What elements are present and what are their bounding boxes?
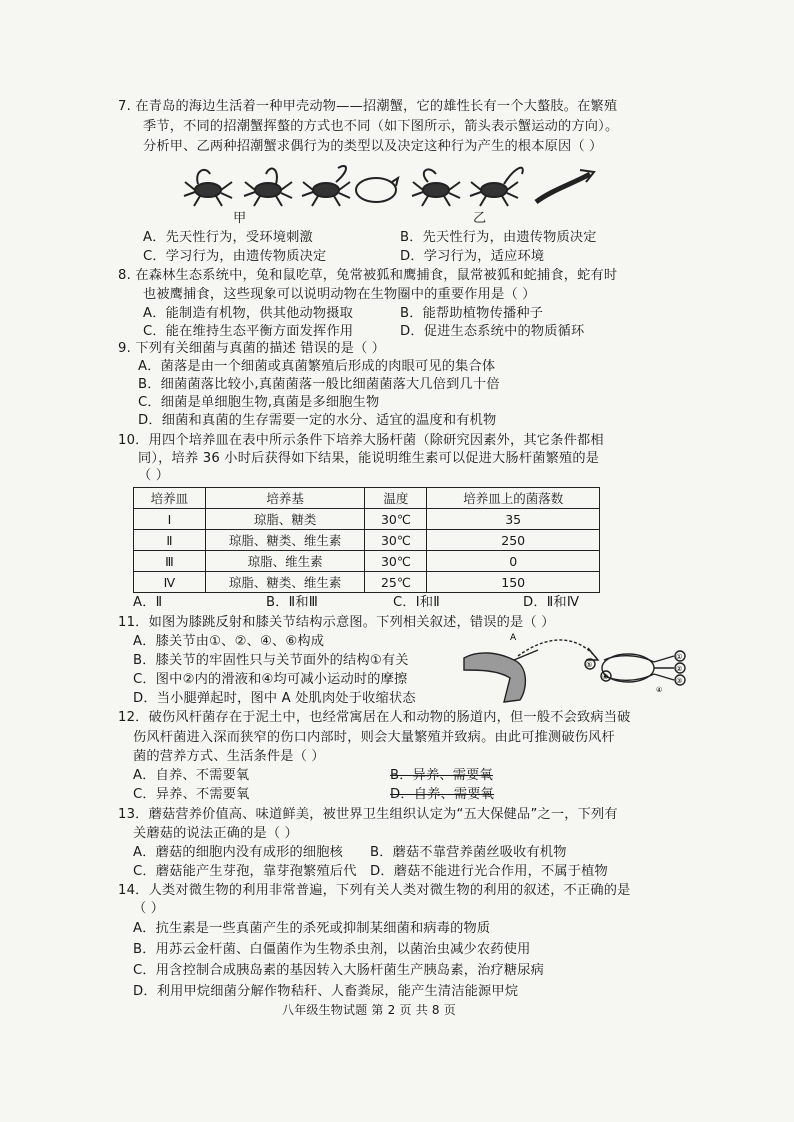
fig-mark: ⑥: [602, 673, 609, 681]
table-cell: Ⅲ: [134, 551, 206, 572]
q10-option-d: D．Ⅱ和Ⅳ: [523, 595, 580, 610]
table-row: [134, 572, 600, 593]
table-row: [134, 509, 600, 530]
q12-option-b: B．异养、需要氧: [390, 768, 493, 783]
q12-option-d: D．自养、需要氧: [390, 787, 495, 802]
table-header-row: [134, 488, 600, 509]
q7-stem-line-2: 季节，不同的招潮蟹挥螯的方式也不同（如下图所示，箭头表示蟹运动的方向）。: [143, 119, 619, 134]
q7-stem-line-1: 7. 在青岛的海边生活着一种甲壳动物——招潮蟹，它的雄性长有一个大螯肢。在繁殖: [118, 99, 618, 114]
q8-stem-line-1: 8. 在森林生态系统中，兔和鼠吃草，兔常被狐和鹰捕食，鼠常被狐和蛇捕食，蛇有时: [118, 268, 618, 283]
table-cell: Ⅳ: [134, 572, 206, 593]
q9-option-c: C．细菌是单细胞生物,真菌是多细胞生物: [138, 395, 380, 410]
q10-option-b: B．Ⅱ和Ⅲ: [266, 595, 319, 610]
q10-option-a: A．Ⅱ: [133, 595, 163, 610]
crab-icon: [302, 166, 350, 206]
q10-stem-line-1: 10．用四个培养皿在表中所示条件下培养大肠杆菌（除研究因素外，其它条件都相: [118, 433, 604, 448]
fig-mark: ①: [676, 653, 683, 661]
table-cell: Ⅱ: [134, 530, 206, 551]
q8-option-d: D．促进生态系统中的物质循环: [400, 324, 585, 339]
table-cell: I: [134, 509, 206, 530]
q13-option-a: A．蘑菇的细胞内没有成形的细胞核: [133, 845, 344, 860]
q9-option-a: A．菌落是由一个细菌或真菌繁殖后形成的肉眼可见的集合体: [138, 359, 496, 374]
q8-option-b: B．能帮助植物传播种子: [400, 306, 544, 321]
table-cell: 琼脂、糖类、维生素: [205, 530, 365, 551]
table-cell: 琼脂、糖类、维生素: [205, 572, 365, 593]
circular-arrow-icon: [356, 178, 398, 202]
crab-icon: [244, 169, 292, 206]
fig-mark: ②: [676, 665, 683, 673]
fig-label-a: A: [510, 633, 517, 643]
q12-stem-line-3: 菌的营养方式、生活条件是（ ）: [133, 749, 325, 764]
q13-stem-line-2: 关蘑菇的说法正确的是（ ）: [133, 826, 299, 841]
q12-stem-line-1: 12．破伤风杆菌存在于泥土中，也经常寓居在人和动物的肠道内，但一般不会致病当破: [118, 710, 631, 725]
table-cell: 35: [427, 509, 600, 530]
table-cell: 150: [427, 572, 600, 593]
q14-option-d: D．利用甲烷细菌分解作物秸秆、人畜粪尿，能产生清洁能源甲烷: [133, 984, 519, 999]
q11-option-c: C．图中②内的滑液和④均可减小运动时的摩擦: [133, 672, 408, 687]
q10-option-c: C．Ⅰ和Ⅱ: [393, 595, 440, 610]
table-row: [134, 551, 600, 572]
q10-stem-line-2: 同），培养 36 小时后获得如下结果，能说明维生素可以促进大肠杆菌繁殖的是: [138, 451, 600, 466]
fig-mark: ③: [676, 677, 683, 685]
q7-option-b: B．先天性行为，由遗传物质决定: [400, 230, 597, 245]
motion-arrow-icon: [536, 170, 594, 202]
q8-stem-line-2: 也被鹰捕食，这些现象可以说明动物在生物圈中的重要作用是（ ）: [143, 287, 536, 302]
table-cell: 250: [427, 530, 600, 551]
q8-option-a: A．能制造有机物，供其他动物摄取: [143, 306, 354, 321]
figure-label-jia: 甲: [233, 211, 247, 226]
table-header-cell: 培养基: [205, 488, 365, 509]
q13-option-c: C．蘑菇能产生芽孢，靠芽孢繁殖后代: [133, 864, 357, 879]
table-cell: 琼脂、糖类: [205, 509, 365, 530]
q7-option-c: C．学习行为，由遗传物质决定: [143, 249, 327, 264]
q11-stem: 11．如图为膝跳反射和膝关节结构示意图。下列相关叙述，错误的是（ ）: [118, 615, 555, 630]
q14-option-b: B．用苏云金杆菌、白僵菌作为生物杀虫剂，以菌治虫减少农药使用: [133, 942, 531, 957]
table-header-cell: 培养皿上的菌落数: [427, 488, 600, 509]
table-cell: 30℃: [365, 530, 427, 551]
q9-stem: 9. 下列有关细菌与真菌的描述 错误的是（ ）: [118, 341, 386, 356]
table-cell: 30℃: [365, 509, 427, 530]
q13-stem-line-1: 13．蘑菇营养价值高、味道鲜美，被世界卫生组织认定为“五大保健品”之一，下列有: [118, 807, 618, 822]
table-cell: 琼脂、维生素: [205, 551, 365, 572]
knee-reflex-diagram: [458, 630, 698, 710]
q11-option-b: B．膝关节的牢固性只与关节面外的结构①有关: [133, 653, 409, 668]
q13-option-d: D．蘑菇不能进行光合作用，不属于植物: [370, 864, 608, 879]
fig-mark: ⑤: [586, 661, 593, 669]
q14-stem-line-2: （ ）: [133, 901, 165, 916]
q12-option-c: C．异养、不需要氧: [133, 787, 250, 802]
page-footer: 八年级生物试题 第 2 页 共 8 页: [282, 1003, 456, 1017]
table-cell: 0: [427, 551, 600, 572]
table-cell: 30℃: [365, 551, 427, 572]
q8-option-c: C．能在维持生态平衡方面发挥作用: [143, 324, 354, 339]
fig-mark: ④: [656, 686, 663, 694]
q14-option-a: A．抗生素是一些真菌产生的杀死或抑制某细菌和病毒的物质: [133, 921, 491, 936]
crab-icon: [184, 170, 232, 206]
crab-icon: [412, 169, 460, 206]
q9-option-b: B．细菌菌落比较小,真菌菌落一般比细菌菌落大几倍到几十倍: [138, 377, 500, 392]
q14-option-c: C．用含控制合成胰岛素的基因转入大肠杆菌生产胰岛素，治疗糖尿病: [133, 963, 545, 978]
q9-option-d: D．细菌和真菌的生存需要一定的水分、适宜的温度和有机物: [138, 413, 497, 428]
q11-option-a: A．膝关节由①、②、④、⑥构成: [133, 634, 325, 649]
table-cell: 25℃: [365, 572, 427, 593]
q7-option-d: D．学习行为，适应环境: [400, 249, 545, 264]
table-row: [134, 530, 600, 551]
q7-stem-line-3: 分析甲、乙两种招潮蟹求偶行为的类型以及决定这种行为产生的根本原因（ ）: [143, 139, 603, 154]
q10-stem-line-3: （ ）: [138, 468, 170, 483]
q10-culture-table: [133, 487, 600, 593]
q12-option-a: A．自养、不需要氧: [133, 768, 250, 783]
figure-label-yi: 乙: [473, 211, 487, 226]
q14-stem-line-1: 14．人类对微生物的利用非常普遍，下列有关人类对微生物的利用的叙述，不正确的是: [118, 883, 631, 898]
q11-option-d: D．当小腿弹起时，图中 A 处肌肉处于收缩状态: [133, 691, 416, 706]
q12-stem-line-2: 伤风杆菌进入深而狭窄的伤口内部时，则会大量繁殖并致病。由此可推测破伤风杆: [133, 730, 615, 745]
q7-option-a: A．先天性行为，受环境刺激: [143, 230, 313, 245]
fiddler-crab-figure: [180, 160, 600, 212]
table-header-cell: 培养皿: [134, 488, 206, 509]
crab-icon: [470, 168, 523, 206]
q13-option-b: B．蘑菇不靠营养菌丝吸收有机物: [370, 845, 567, 860]
table-header-cell: 温度: [365, 488, 427, 509]
